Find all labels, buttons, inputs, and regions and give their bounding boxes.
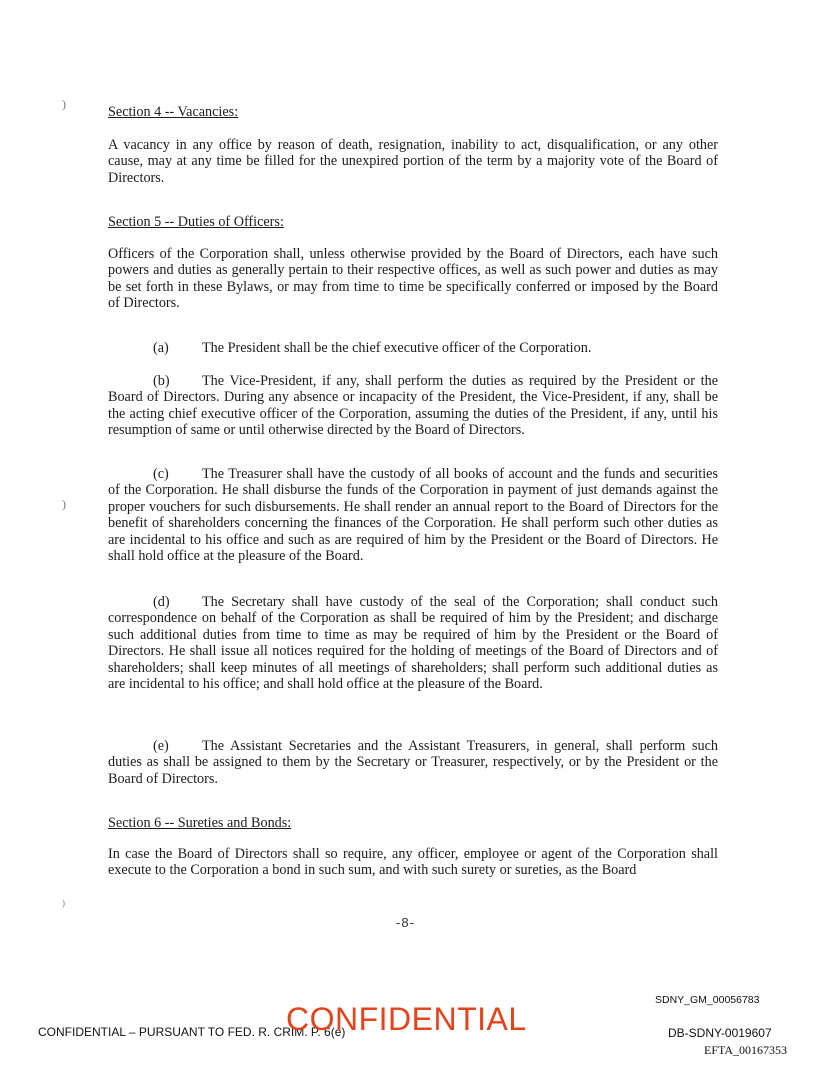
list-item-text: The Secretary shall have custody of the seal of the Corporation; shall conduct such correspondence on behalf of the Corporation as shall be required of him by the President; and discharge such additional duties from time to time as may be required of him by the President or the Board of Directors. He shall issue all notices required for the holding of meetings of the Board of Directors and of shareholders; shall keep minutes of all meetings of shareholders; shall perform such additional duties as are incidental to his office; and shall hold office at the pleasure of the Board. xyxy=(108,594,718,693)
list-item-label: (e) xyxy=(153,738,169,754)
confidential-stamp: CONFIDENTIAL xyxy=(286,1001,527,1037)
bates-number-db-sdny: DB-SDNY-0019607 xyxy=(668,1026,772,1040)
page-number: -8- xyxy=(396,915,415,930)
list-item-text: The Vice-President, if any, shall perform the duties as required by the President or the Board of Directors. During any absence or incapacity of the President, the Vice-President, if any, shall be the acting chief executive officer of the Corporation, assuming the duties of the President, if any, until his resumption of same or until otherwise directed by the Board of Directors. xyxy=(108,373,718,439)
list-item-label: (d) xyxy=(153,594,170,610)
margin-mark: ) xyxy=(62,497,66,511)
section-5-body: Officers of the Corporation shall, unless otherwise provided by the Board of Directors, each have such powers and duties as generally pertain to their respective offices, as well as such power and duties as may be set forth in these Bylaws, or may from time to time be specifically conferred or imposed by the Board of Directors. xyxy=(108,246,718,312)
margin-mark: ) xyxy=(62,97,66,111)
section-4-heading: Section 4 -- Vacancies: xyxy=(108,104,239,120)
list-item-text: The President shall be the chief executive officer of the Corporation. xyxy=(202,340,592,356)
list-item-e xyxy=(108,738,718,787)
list-item-label: (c) xyxy=(153,466,169,482)
bates-number-efta: EFTA_00167353 xyxy=(704,1043,788,1057)
confidential-notice: CONFIDENTIAL – PURSUANT TO FED. R. CRIM. P. 6(e) xyxy=(38,1025,346,1039)
section-5-heading: Section 5 -- Duties of Officers: xyxy=(108,214,284,230)
list-item-b xyxy=(108,373,718,439)
list-item-text: The Assistant Secretaries and the Assistant Treasurers, in general, shall perform such duties as shall be assigned to them by the Secretary or Treasurer, respectively, or by the President or the Board of Directors. xyxy=(108,738,718,787)
section-6-heading: Section 6 -- Sureties and Bonds: xyxy=(108,815,292,831)
list-item-c xyxy=(108,466,718,564)
bates-number-sdny-gm: SDNY_GM_00056783 xyxy=(655,994,760,1006)
list-item-d xyxy=(108,594,718,692)
margin-mark: ) xyxy=(62,898,65,908)
list-item-text: The Treasurer shall have the custody of all books of account and the funds and securities of the Corporation. He shall disburse the funds of the Corporation in payment of just demands against the proper vouchers for such disbursements. He shall render an annual report to the Board of Directors for the benefit of shareholders concerning the finances of the Corporation. He shall perform such other duties as are incidental to his office and such as are required of him by the President or the Board of Directors. He shall hold office at the pleasure of the Board. xyxy=(108,466,718,565)
section-4-body: A vacancy in any office by reason of death, resignation, inability to act, disqualification, or any other cause, may at any time be filled for the unexpired portion of the term by a majority vote of the Board of Directors. xyxy=(108,137,718,186)
section-6-body: In case the Board of Directors shall so require, any officer, employee or agent of the Corporation shall execute to the Corporation a bond in such sum, and with such surety or sureties, as the Board xyxy=(108,846,718,879)
list-item-label: (b) xyxy=(153,373,170,389)
list-item-a xyxy=(108,340,718,356)
list-item-label: (a) xyxy=(153,340,169,356)
